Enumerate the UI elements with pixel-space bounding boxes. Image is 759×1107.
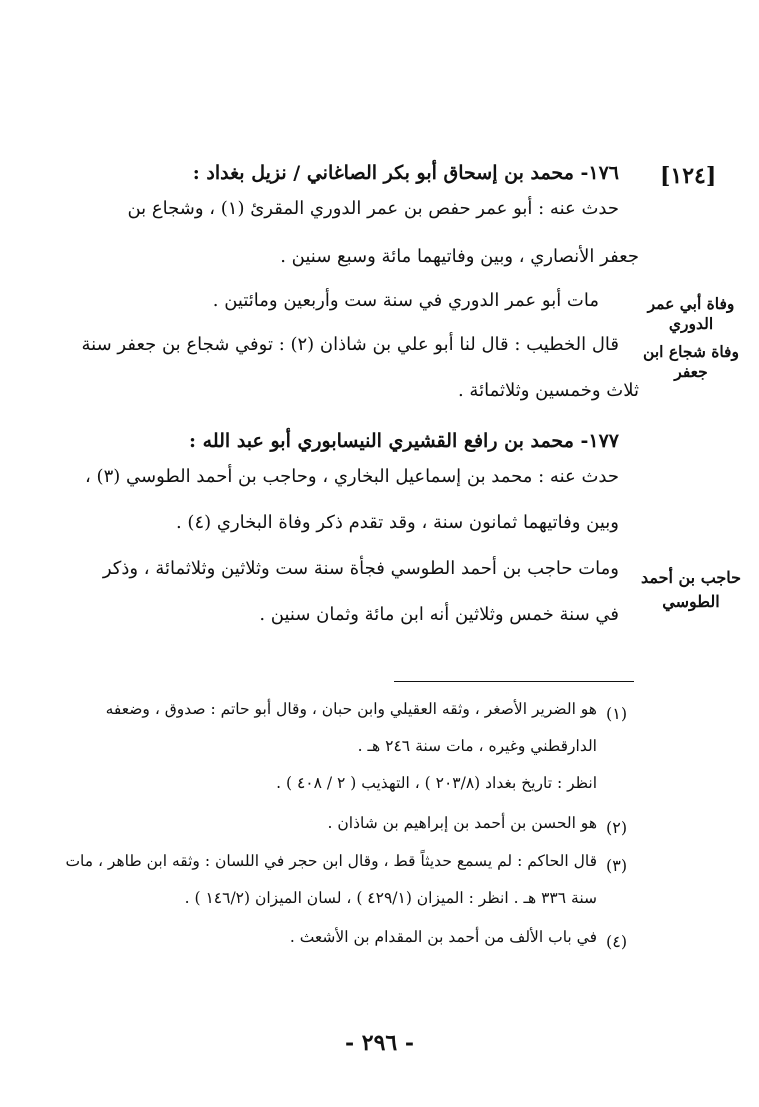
entry-176-line-1: حدث عنه : أبو عمر حفص بن عمر الدوري المقرئ (١) ، وشجاع بن: [127, 198, 619, 219]
entry-number: [١٢٤]: [660, 163, 717, 189]
footnote-4-line-1: في باب الألف من أحمد بن المقدام بن الأشعث .: [289, 928, 597, 946]
entry-176-line-4: قال الخطيب : قال لنا أبو علي بن شاذان (٢) : توفي شجاع بن جعفر سنة: [81, 334, 619, 355]
footnote-3-line-1: قال الحاكم : لم يسمع حديثاً قط ، وقال ابن حجر في اللسان : وثقه ابن طاهر ، مات: [65, 852, 597, 870]
footnote-1-number: (١): [606, 704, 628, 723]
margin-note-death-shuja: وفاة شجاع ابن جعفر: [643, 342, 739, 381]
entry-177-line-1: حدث عنه : محمد بن إسماعيل البخاري ، وحاجب بن أحمد الطوسي (٣) ،: [85, 466, 619, 487]
entry-176-line-3: مات أبو عمر الدوري في سنة ست وأربعين ومائتين .: [212, 290, 599, 311]
margin-note-hajib: حاجب بن أحمد الطوسي: [640, 568, 742, 611]
entry-177-line-4: في سنة خمس وثلاثين أنه ابن مائة وثمان سنين .: [259, 604, 619, 625]
footnote-3-number: (٣): [606, 856, 628, 875]
entry-177-line-3: ومات حاجب بن أحمد الطوسي فجأة سنة ست وثلاثين وثلاثمائة ، وذكر: [102, 558, 619, 579]
entry-176-heading: ١٧٦- محمد بن إسحاق أبو بكر الصاغاني / نزيل بغداد :: [192, 162, 619, 184]
entry-177-heading: ١٧٧- محمد بن رافع القشيري النيسابوري أبو عبد الله :: [189, 430, 619, 452]
footnote-1-line-1: هو الضرير الأصغر ، وثقه العقيلي وابن حبان ، وقال أبو حاتم : صدوق ، وضعفه: [105, 700, 597, 718]
footnote-2-line-1: هو الحسن بن أحمد بن إبراهيم بن شاذان .: [327, 814, 597, 832]
footnote-3-line-2: سنة ٣٣٦ هـ . انظر : الميزان (٤٢٩/١ ) ، لسان الميزان (١٤٦/٢ ) .: [184, 889, 597, 907]
entry-176-line-2: جعفر الأنصاري ، وبين وفاتيهما مائة وسبع سنين .: [280, 246, 639, 267]
entry-177-line-2: وبين وفاتيهما ثمانون سنة ، وقد تقدم ذكر وفاة البخاري (٤) .: [175, 512, 619, 533]
footnote-4-number: (٤): [606, 932, 628, 951]
entry-176-line-5: ثلاث وخمسين وثلاثمائة .: [457, 380, 639, 401]
footnote-1-line-2: الدارقطني وغيره ، مات سنة ٢٤٦ هـ .: [357, 737, 597, 755]
footnote-separator: [394, 681, 634, 682]
footnote-2-number: (٢): [606, 818, 628, 837]
footnote-1-line-3: انظر : تاريخ بغداد (٢٠٣/٨ ) ، التهذيب ( ٢ / ٤٠٨ ) .: [276, 774, 597, 792]
margin-note-death-dawri: وفاة أبي عمر الدوري: [647, 294, 735, 333]
page-number: - ٢٩٦ -: [344, 1030, 415, 1056]
